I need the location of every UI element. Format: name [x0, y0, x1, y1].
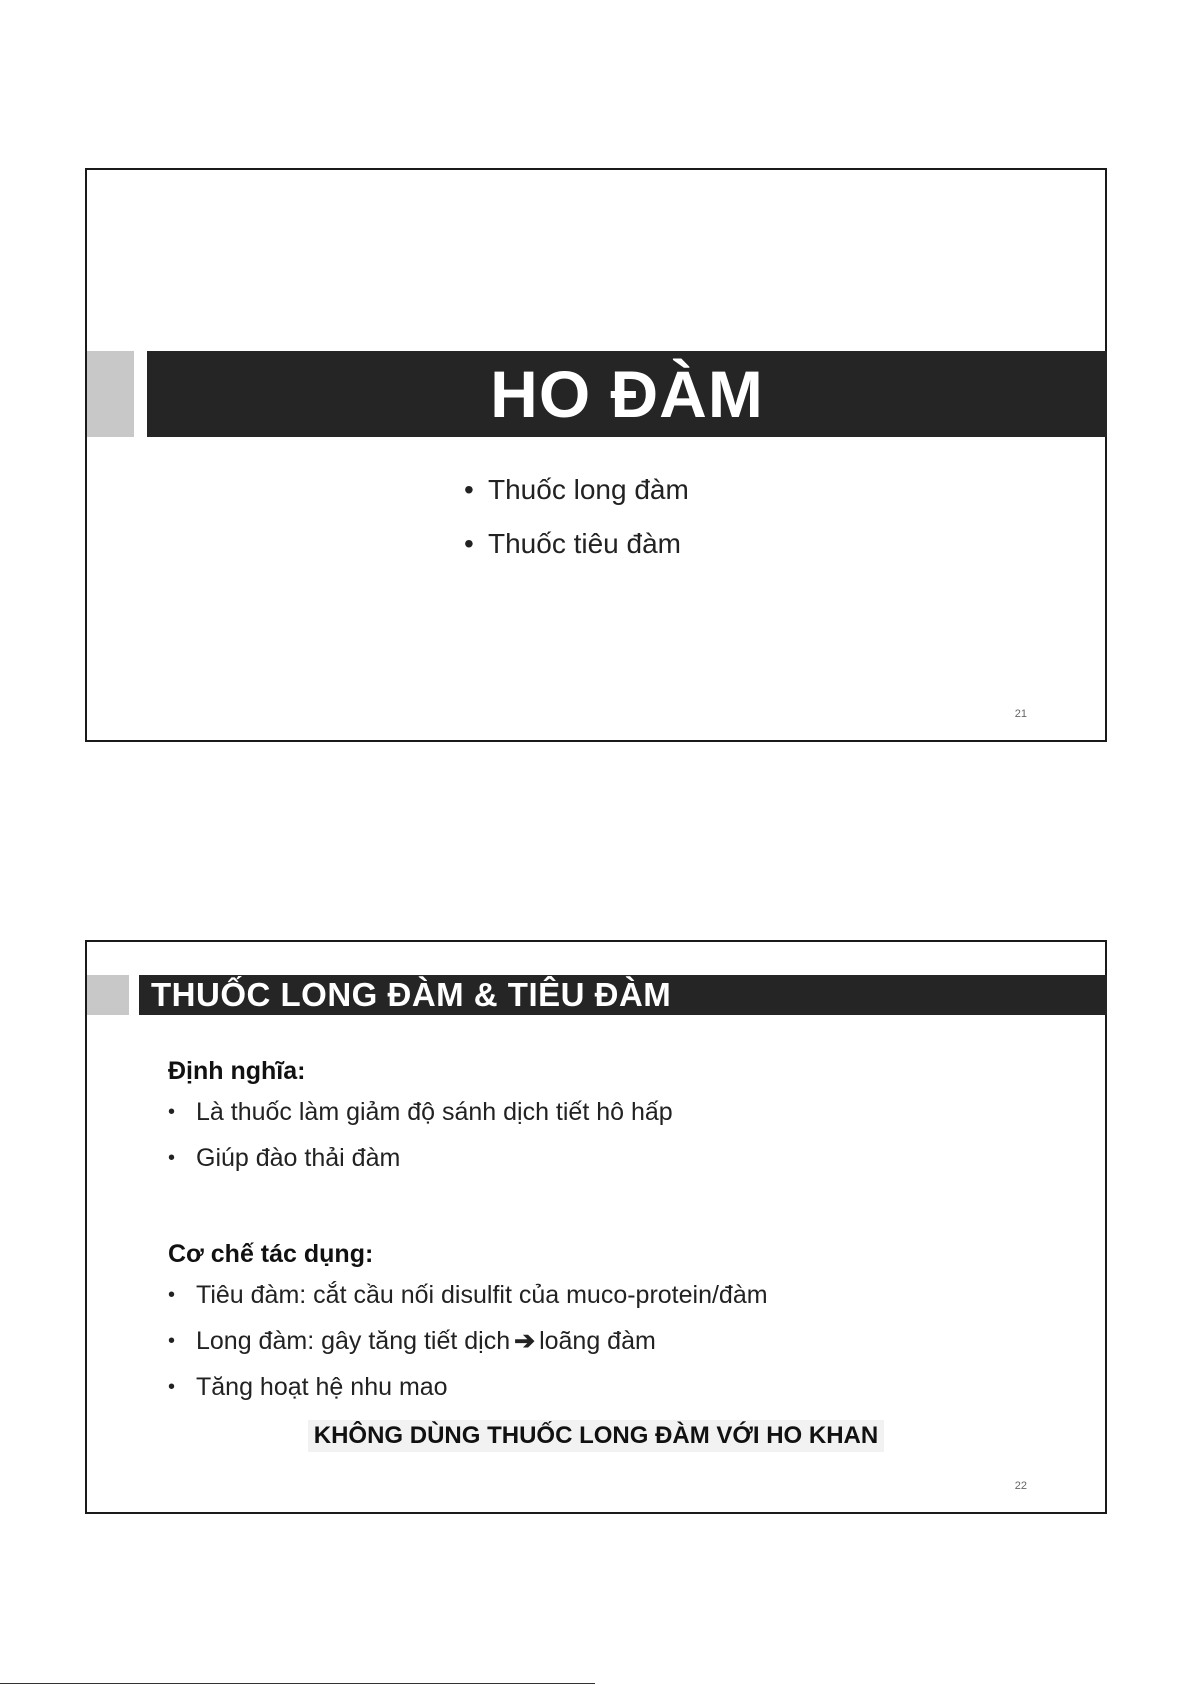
arrow-right-icon: ➔: [514, 1327, 536, 1355]
list-item: • Tăng hoạt hệ nhu mao: [168, 1372, 768, 1402]
warning-text: KHÔNG DÙNG THUỐC LONG ĐÀM VỚI HO KHAN: [308, 1420, 884, 1452]
list-item: [168, 1326, 768, 1356]
page-number: 21: [1014, 708, 1027, 720]
slide-21: [85, 168, 1107, 742]
list-item-suffix: loãng đàm: [539, 1327, 656, 1355]
definition-heading: Định nghĩa:: [168, 1057, 306, 1085]
list-item: • Giúp đào thải đàm: [168, 1143, 673, 1173]
bullet-item: • Thuốc tiêu đàm: [464, 527, 689, 561]
title-bar: [147, 351, 1107, 437]
footer-rule: [0, 1683, 595, 1684]
slide-title: HO ĐÀM: [490, 357, 764, 431]
title-accent-block: [87, 351, 134, 437]
slide-title: THUỐC LONG ĐÀM & TIÊU ĐÀM: [151, 976, 672, 1013]
definition-list: [168, 1097, 673, 1189]
slide-22: [85, 940, 1107, 1514]
title-bar: [139, 975, 1107, 1015]
list-item-text: Long đàm: gây tăng tiết dịch: [196, 1327, 511, 1355]
mechanism-list: [168, 1280, 768, 1418]
list-item: • Là thuốc làm giảm độ sánh dịch tiết hô hấp: [168, 1097, 673, 1127]
mechanism-heading: Cơ chế tác dụng:: [168, 1240, 374, 1268]
list-item: • Tiêu đàm: cắt cầu nối disulfit của muco-protein/đàm: [168, 1280, 768, 1310]
title-accent-block: [87, 975, 129, 1015]
bullet-list: [464, 473, 689, 581]
bullet-item: • Thuốc long đàm: [464, 473, 689, 507]
page-number: 22: [1014, 1480, 1027, 1492]
warning-note: [87, 1420, 1105, 1452]
